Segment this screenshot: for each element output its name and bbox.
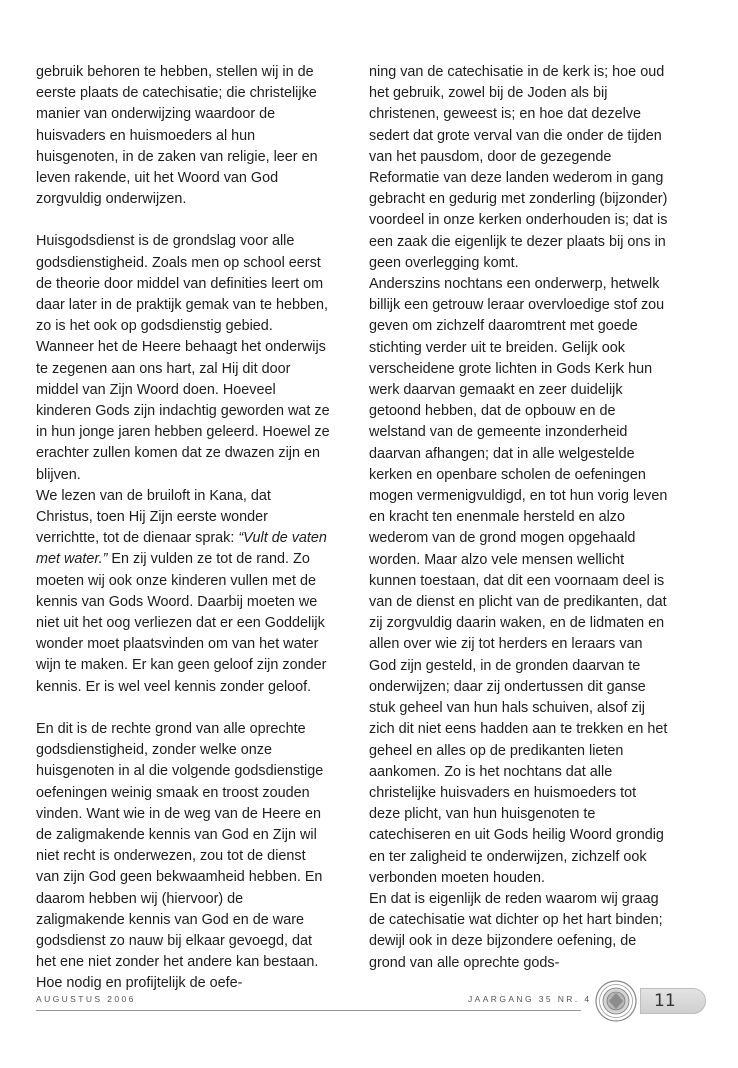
right-paragraph-1: ning van de catechisatie in de kerk is; hoe oud het gebruik, zowel bij de Joden als bij christenen, geweest is; en hoe dat dezelve sedert dat grote verval van die onder de tijden van het pausdom, door de gezegende Reformatie van deze landen wederom in gang gebracht en gedurig met zonderling (bijzonder) voordeel in onze kerken onderhouden is; dat is een zaak die eigenlijk te dezer plaats bij ons in geen overlegging komt. xyxy=(369,64,668,271)
seal-icon xyxy=(595,980,637,1022)
left-column xyxy=(36,62,331,995)
page-number: 11 xyxy=(654,991,676,1011)
footer-volume: JAARGANG 35 NR. 4 xyxy=(468,994,592,1004)
footer-date: AUGUSTUS 2006 xyxy=(36,994,136,1004)
left-paragraph-3-quote: “Vult de vaten met water.” xyxy=(36,530,327,568)
left-paragraph-3 xyxy=(36,486,331,698)
right-column xyxy=(369,62,669,974)
left-paragraph-4: En dit is de rechte grond van alle oprechte godsdienstigheid, zonder welke onze huisgenoten in al die volgende godsdienstige oefeningen weinig smaak en troost zouden vinden. Want wie in de weg van de Heere en de zaligmakende kennis van God en Zijn wil niet recht is onderwezen, zou tot de dienst van zijn God geen bekwaamheid hebben. En daarom hebben wij (hiervoor) de zaligmakende kennis van God en de ware godsdienst zo nauw bij elkaar gevoegd, dat het ene niet zonder het andere kan bestaan. Hoe nodig en profijtelijk de oefe- xyxy=(36,720,324,992)
right-paragraph-2: Anderszins nochtans een onderwerp, hetwelk billijk een getrouw leraar overvloedige stof zou geven om zichzelf daaromtrent met goede stichting verder uit te breiden. Gelijk ook verscheidene grote lichten in Gods Kerk hun werk daarvan gemaakt en zeer duidelijk getoond hebben, dat de opbouw en de welstand van de gemeente inzonderheid daarvan afhangen; dat in alle welgestelde kerken en openbare scholen de oefeningen mogen vermenigvuldigd, en tot hun vorig leven en kracht ten enenmale hersteld en alzo wederom van de grond mogen opgehaald worden. Maar alzo vele mensen wellicht kunnen toestaan, dat dit een voornaam deel is van de dienst en plicht van de predikanten, dat zij zorgvuldig daarin waken, en de lidmaten en allen over wie zij tot herders en leraars van God zijn gesteld, in de gronden daarvan te onderwijzen; daar zij ondertussen dit ganse stuk geheel van hun hals schuiven, alsof zij zich dit niet eens hadden aan te trekken en het geheel en alles op de predikanten lieten aankomen. Zo is het nochtans dat alle christelijke huisvaders en huismoeders tot deze plicht, van hun huisgenoten te catechiseren en uit Gods heilig Woord grondig en ter zaligheid te onderwijzen, zichzelf ook verbonden moeten houden. xyxy=(369,276,668,886)
right-paragraph-3: En dat is eigenlijk de reden waarom wij graag de catechisatie wat dichter op het hart binden; dewijl ook in deze bijzondere oefening, de grond van alle oprechte gods- xyxy=(369,890,663,971)
left-paragraph-3-start: We lezen van de bruiloft in Kana, dat Christus, toen Hij Zijn eerste wonder verrichtte, tot de dienaar sprak: xyxy=(36,487,271,547)
footer-rule xyxy=(36,1010,581,1011)
left-paragraph-3-end: En zij vulden ze tot de rand. Zo moeten wij ook onze kinderen vullen met de kennis van Gods Woord. Daarbij moeten we niet uit het oog verliezen dat er een Goddelijk wonder moet plaatsvinden om van het water wijn te maken. Er kan geen geloof zijn zonder kennis. Er is wel veel kennis zonder geloof. xyxy=(36,551,327,695)
left-paragraph-2: Huisgodsdienst is de grondslag voor alle godsdienstigheid. Zoals men op school eerst de theorie door middel van definities leert om daar later in de praktijk gemak van te hebben, zo is het ook op godsdienstig gebied. Wanneer het de Heere behaagt het onderwijs te zegenen aan ons hart, zal Hij dit door middel van Zijn Woord doen. Hoeveel kinderen Gods zijn indachtig geworden wat ze in hun jonge jaren hebben geleerd. Hoewel ze erachter zullen komen dat ze dwazen zijn en blijven. xyxy=(36,233,330,483)
left-paragraph-1: gebruik behoren te hebben, stellen wij in de eerste plaats de catechisatie; die christelijke manier van onderwijzing waardoor de huisvaders en huismoeders al hun huisgenoten, in de zaken van religie, leer en leven rakende, uit het Woord van God zorgvuldig onderwijzen. xyxy=(36,64,318,208)
